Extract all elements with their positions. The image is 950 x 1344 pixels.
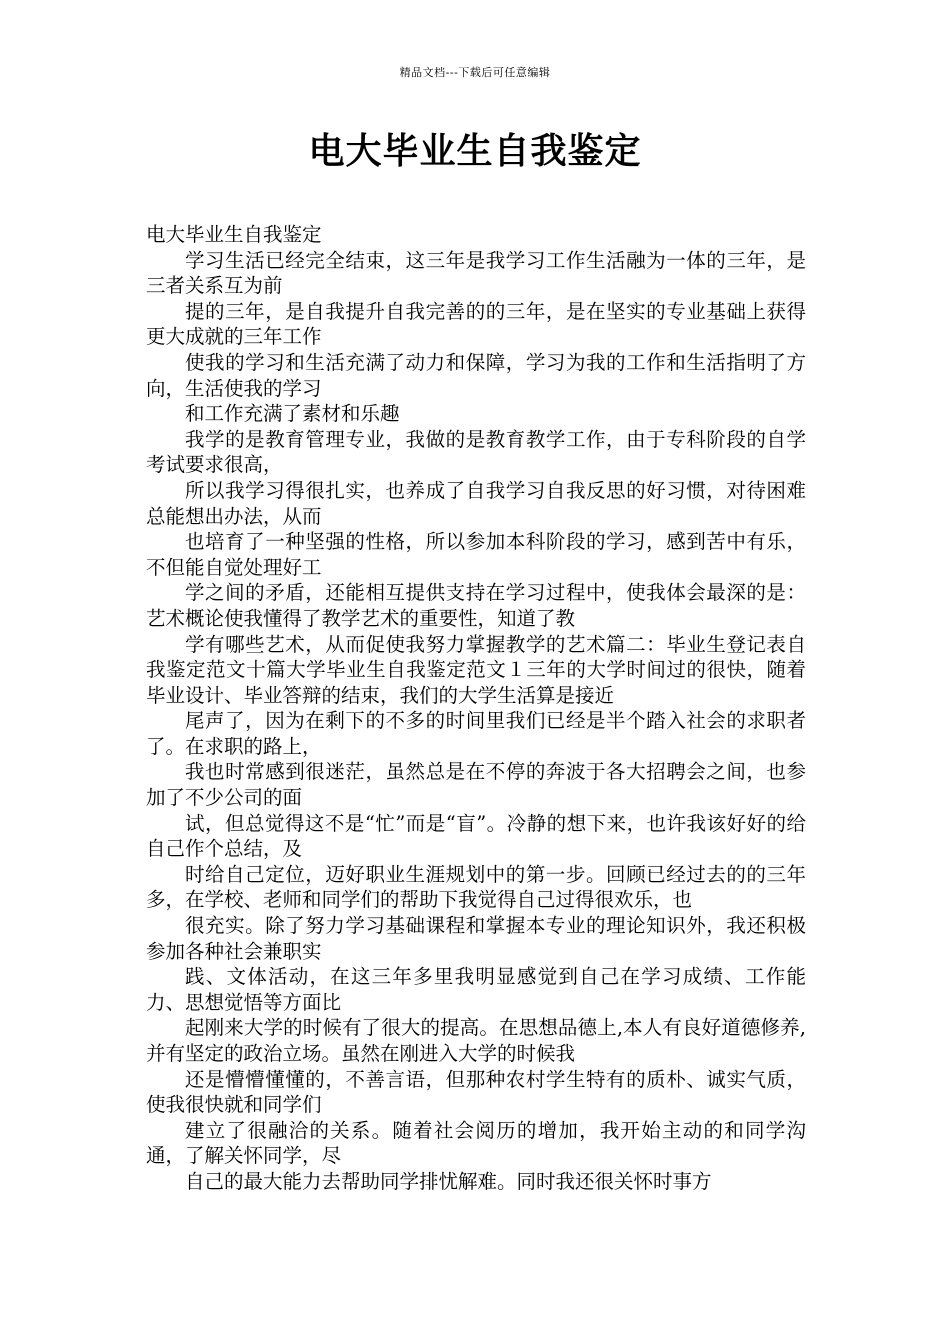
- body-paragraph: 践、文体活动，在这三年多里我明显感觉到自己在学习成绩、工作能力、思想觉悟等方面比: [146, 965, 806, 1014]
- body-paragraph: 还是懵懵懂懂的，不善言语，但那种农村学生特有的质朴、诚实气质，使我很快就和同学们: [146, 1067, 806, 1117]
- body-paragraph: 尾声了，因为在剩下的不多的时间里我们已经是半个踏入社会的求职者了。在求职的路上，: [146, 709, 806, 758]
- body-paragraph: 提的三年，是自我提升自我完善的的三年，是在坚实的专业基础上获得更大成就的三年工作: [146, 299, 806, 349]
- document-body: [146, 222, 806, 1195]
- body-paragraph: 学习生活已经完全结束，这三年是我学习工作生活融为一体的三年，是三者关系互为前: [146, 248, 806, 298]
- body-paragraph: 学之间的矛盾，还能相互提供支持在学习过程中，使我体会最深的是：艺术概论使我懂得了教学艺术的重要性，知道了教: [146, 581, 806, 630]
- document-title: 电大毕业生自我鉴定: [308, 130, 642, 172]
- body-paragraph: 使我的学习和生活充满了动力和保障，学习为我的工作和生活指明了方向，生活使我的学习: [146, 350, 806, 400]
- body-paragraph: 也培育了一种坚强的性格，所以参加本科阶段的学习，感到苦中有乐，不但能自觉处理好工: [146, 530, 806, 579]
- body-paragraph: 自己的最大能力去帮助同学排忧解难。同时我还很关怀时事方: [185, 1169, 712, 1193]
- body-paragraph: 很充实。除了努力学习基础课程和掌握本专业的理论知识外，我还积极参加各种社会兼职实: [146, 914, 806, 963]
- body-paragraph: 建立了很融洽的关系。随着社会阅历的增加，我开始主动的和同学沟通，了解关怀同学，尽: [146, 1118, 806, 1168]
- body-paragraph: 起刚来大学的时候有了很大的提高。在思想品德上,本人有良好道德修养,并有坚定的政治立场。虽然在刚进入大学的时候我: [146, 1016, 806, 1065]
- header-note: 精品文档---下载后可任意编辑: [399, 66, 551, 79]
- body-paragraph: 时给自己定位，迈好职业生涯规划中的第一步。回顾已经过去的的三年多，在学校、老师和同学们的帮助下我觉得自己过得很欢乐，也: [146, 862, 806, 912]
- body-paragraph: 试，但总觉得这不是“忙”而是“盲”。冷静的想下来，也许我该好好的给自己作个总结，及: [146, 811, 806, 861]
- body-paragraph: 学有哪些艺术，从而促使我努力掌握教学的艺术篇二：毕业生登记表自我鉴定范文十篇大学毕业生自我鉴定范文１三年的大学时间过的很快，随着毕业设计、毕业答辩的结束，我们的大学生活算是接近: [146, 632, 806, 707]
- body-paragraph: 和工作充满了素材和乐趣: [185, 402, 400, 426]
- body-subtitle: 电大毕业生自我鉴定: [146, 223, 322, 246]
- body-paragraph: 我学的是教育管理专业，我做的是教育教学工作，由于专科阶段的自学考试要求很高，: [146, 427, 806, 477]
- body-paragraph: 我也时常感到很迷茫，虽然总是在不停的奔波于各大招聘会之间，也参加了不少公司的面: [146, 760, 806, 810]
- body-paragraph: 所以我学习得很扎实，也养成了自我学习自我反思的好习惯，对待困难总能想出办法，从而: [146, 478, 806, 528]
